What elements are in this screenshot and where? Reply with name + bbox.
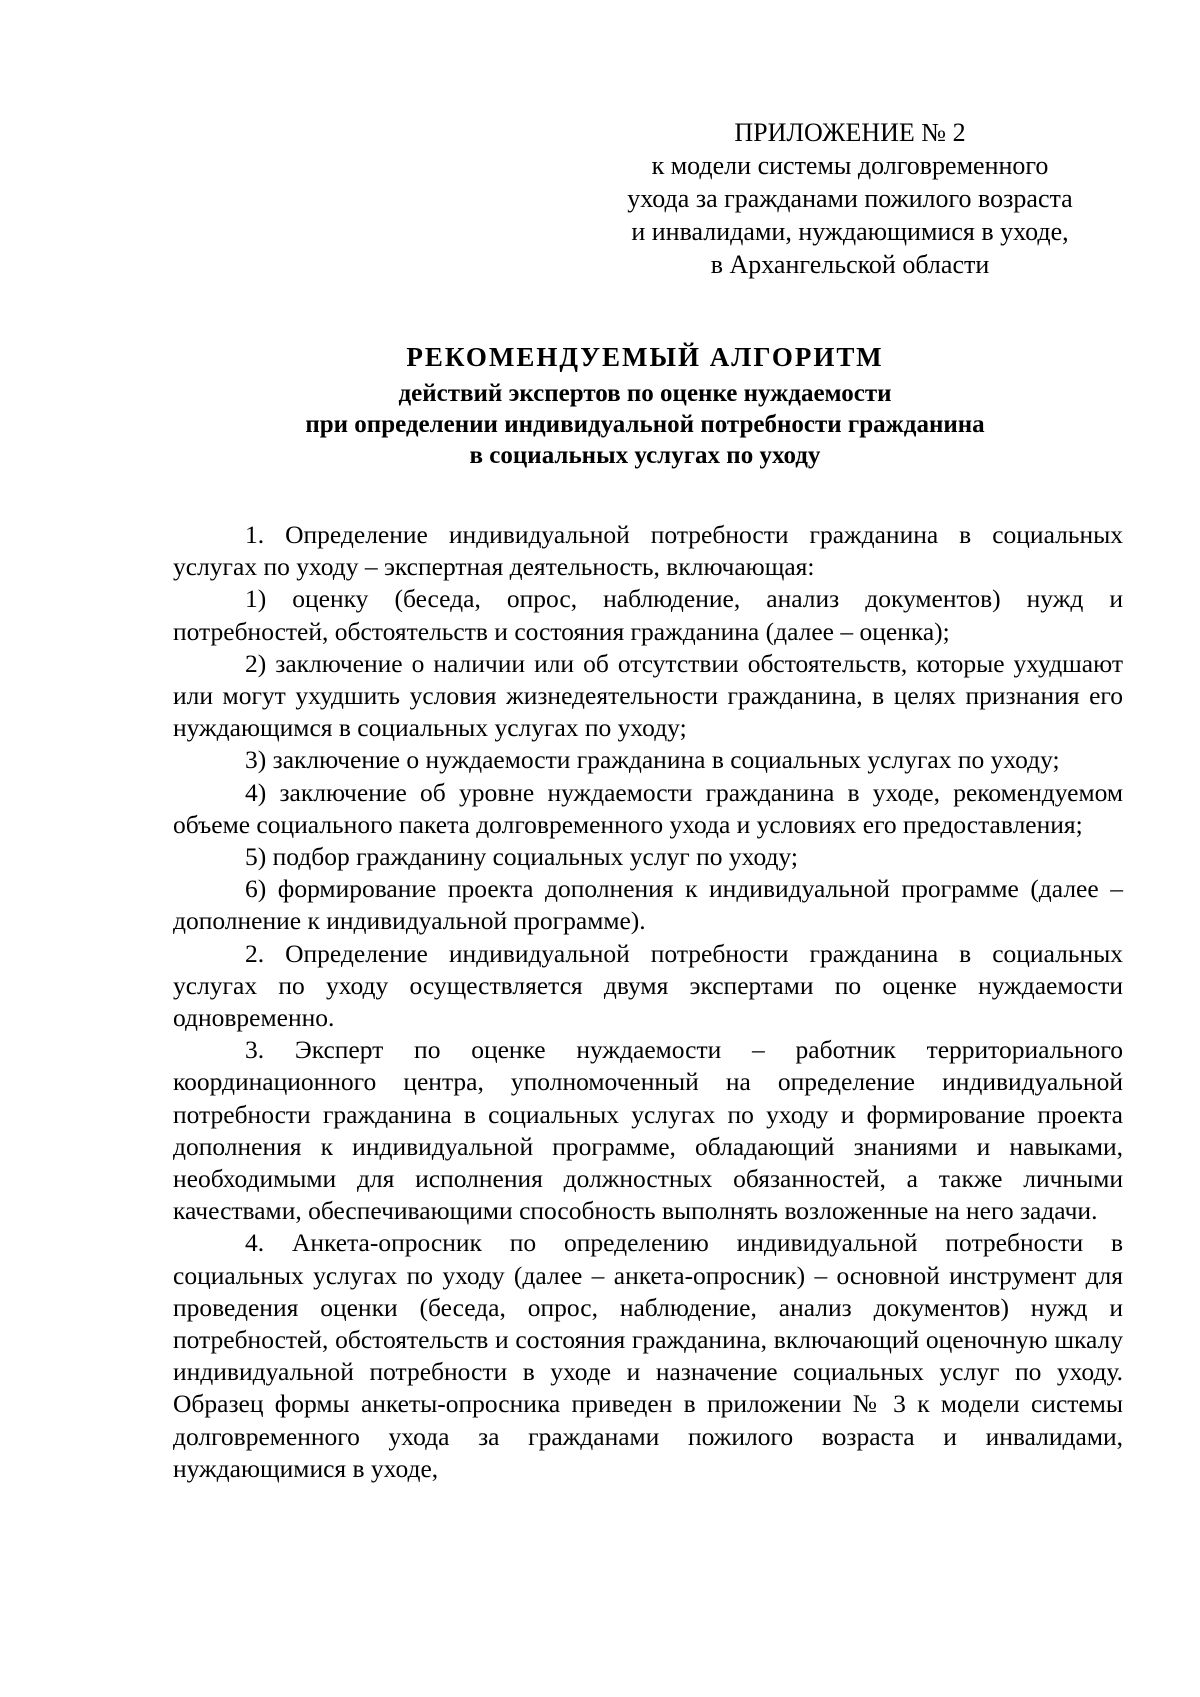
paragraph: 3. Эксперт по оценке нуждаемости – работник территориального координационного центра, уполномоченный на определение индивидуальной потребности гражданина в социальных услугах по уходу и формирование проекта дополнения к индивидуальной программе, обладающий знаниями и навыками, необходимыми для исполнения должностных обязанностей, а также личными качествами, обеспечивающими способность выполнять возложенные на него задачи. [173, 1035, 1123, 1226]
title-main: РЕКОМЕНДУЕМЫЙ АЛГОРИТМ [406, 342, 884, 372]
paragraph: 1. Определение индивидуальной потребности гражданина в социальных услугах по уходу – экспертная деятельность, включающая: [173, 520, 1123, 582]
attachment-line: ухода за гражданами пожилого возраста [627, 184, 1073, 213]
attachment-line: к модели системы долговременного [651, 151, 1049, 180]
paragraph: 4. Анкета-опросник по определению индивидуальной потребности в социальных услугах по уходу (далее – анкета-опросник) – основной инструмент для проведения оценки (беседа, опрос, наблюдение, анализ документов) нужд и потребностей, обстоятельств и состояния гражданина, включающий оценочную шкалу индивидуальной потребности в уходе и назначение социальных услуг по уходу. Образец формы анкеты-опросника приведен в приложении № 3 к модели системы долговременного ухода за гражданами пожилого возраста и инвалидами, нуждающимися в уходе, [173, 1228, 1123, 1483]
title-subtitle-line: в социальных услугах по уходу [469, 442, 821, 469]
title-subtitle-line: действий экспертов по оценке нуждаемости [398, 380, 892, 407]
attachment-line: в Архангельской области [710, 250, 990, 279]
attachment-header [600, 116, 1100, 281]
paragraph: 3) заключение о нуждаемости гражданина в социальных услугах по уходу; [245, 745, 1060, 775]
paragraph: 5) подбор гражданину социальных услуг по уходу; [245, 842, 798, 872]
paragraph: 1) оценку (беседа, опрос, наблюдение, анализ документов) нужд и потребностей, обстоятельств и состояния гражданина (далее – оценка); [173, 584, 1123, 646]
paragraph: 4) заключение об уровне нуждаемости гражданина в уходе, рекомендуемом объеме социального пакета долговременного ухода и условиях его предоставления; [173, 777, 1123, 839]
paragraph: 2. Определение индивидуальной потребности гражданина в социальных услугах по уходу осуществляется двумя экспертами по оценке нуждаемости одновременно. [173, 938, 1123, 1033]
document-body [173, 519, 1123, 1485]
paragraph: 6) формирование проекта дополнения к индивидуальной программе (далее – дополнение к индивидуальной программе). [173, 874, 1123, 936]
attachment-line: и инвалидами, нуждающимися в уходе, [631, 217, 1069, 246]
title-subtitle-line: при определении индивидуальной потребности гражданина [305, 411, 985, 438]
document-title [120, 340, 1170, 471]
paragraph: 2) заключение о наличии или об отсутствии обстоятельств, которые ухудшают или могут ухудшить условия жизнедеятельности гражданина, в целях признания его нуждающимся в социальных услугах по уходу; [173, 648, 1123, 743]
attachment-line: ПРИЛОЖЕНИЕ № 2 [734, 118, 966, 147]
